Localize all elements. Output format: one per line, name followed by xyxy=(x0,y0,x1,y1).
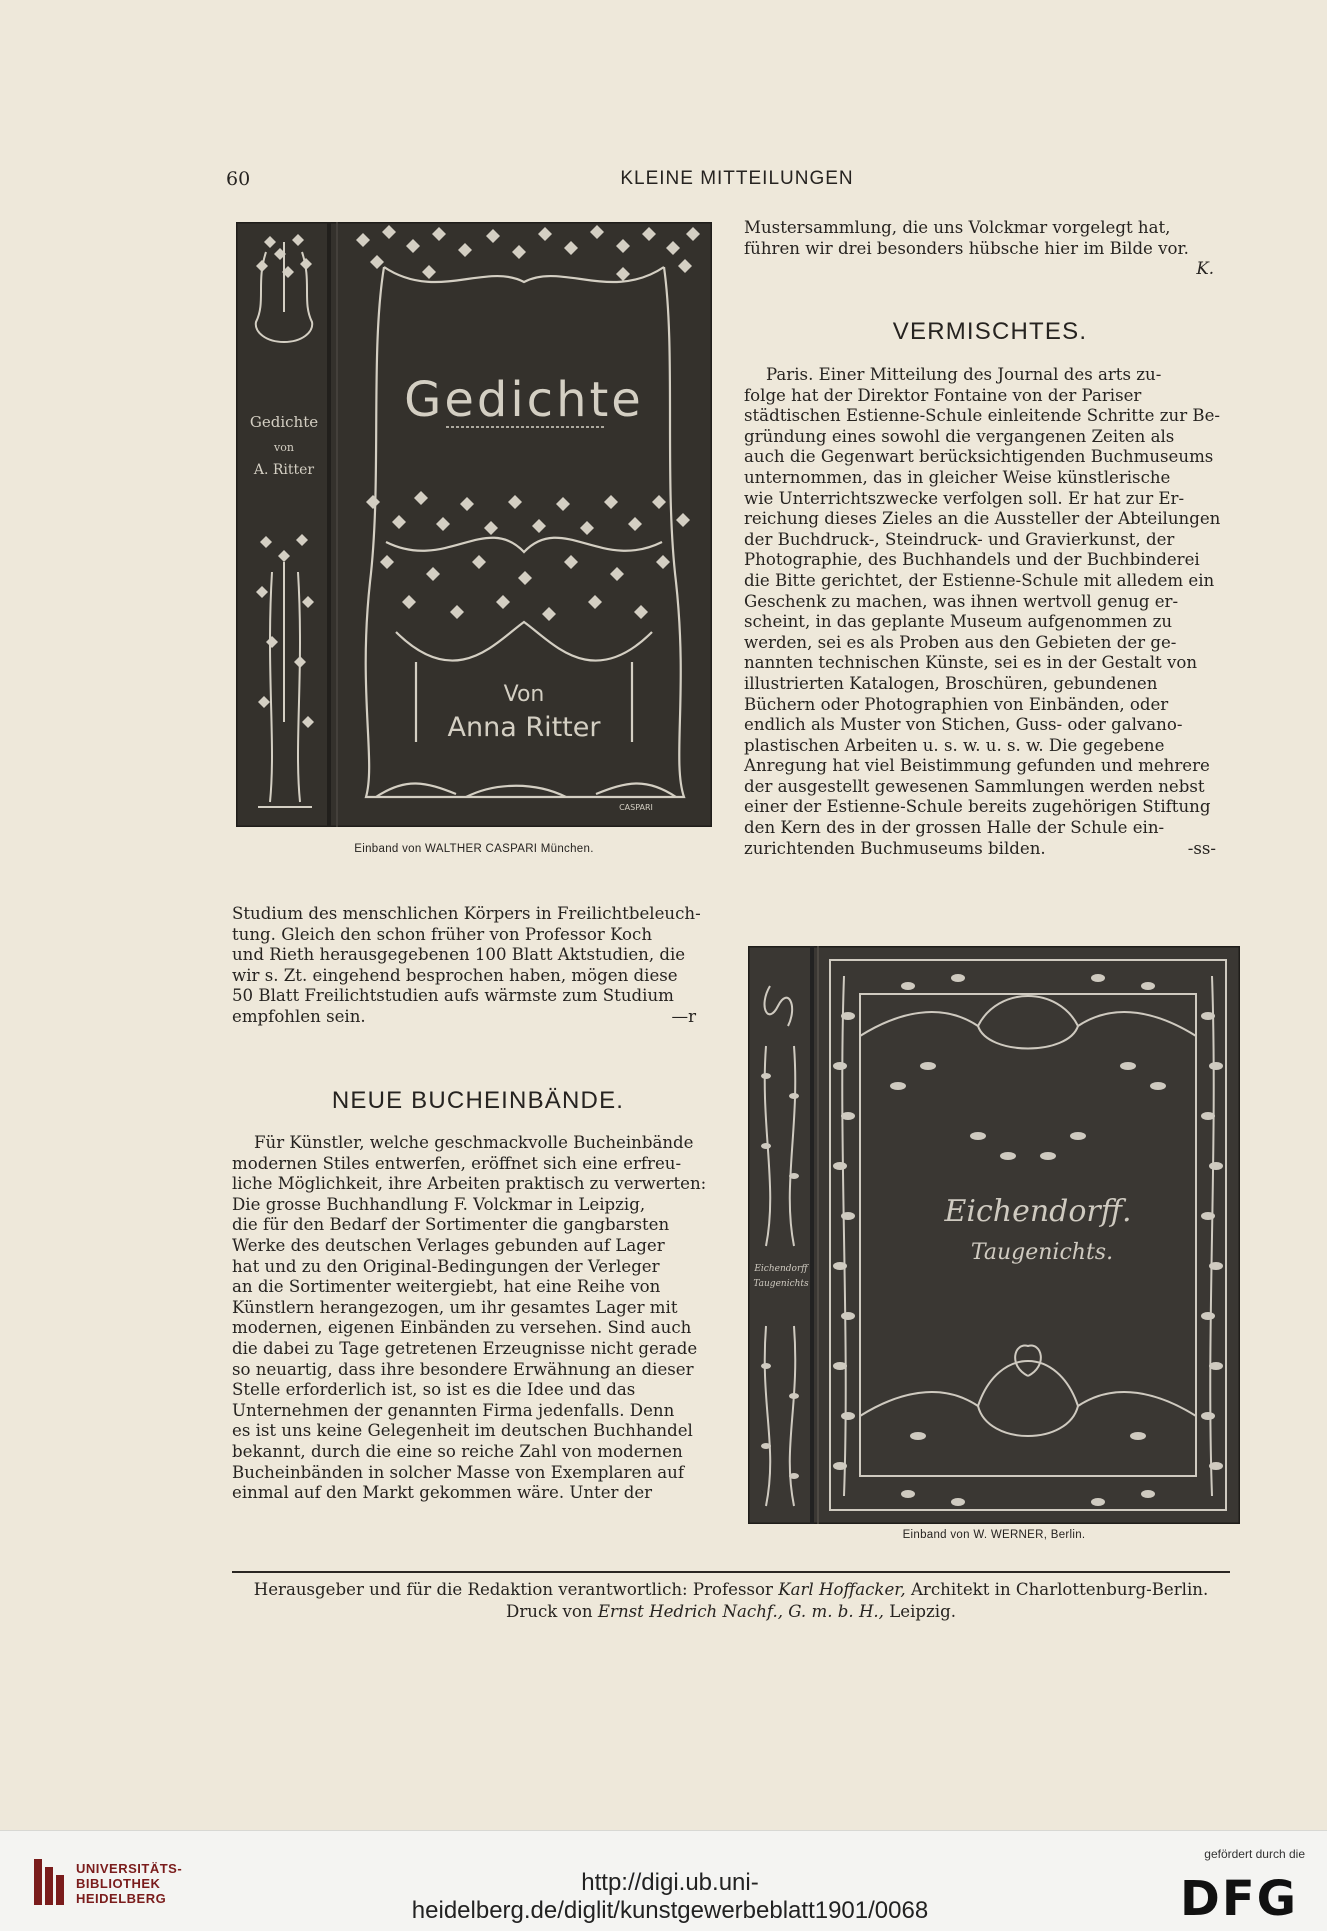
text-line: Büchern oder Photographien von Einbänden, oder xyxy=(744,694,1169,714)
cover-title-author: Eichendorff. xyxy=(944,1194,1132,1229)
text-line: Werke des deutschen Verlages gebunden auf Lager xyxy=(232,1235,665,1255)
spine-title: Gedichte xyxy=(249,413,319,431)
text-line: Bucheinbänden in solcher Masse von Exemplaren auf xyxy=(232,1462,684,1482)
text-line: werden, sei es als Proben aus den Gebieten der ge- xyxy=(744,632,1177,652)
cover-author-von: Von xyxy=(503,682,545,707)
text-line: wie Unterrichtszwecke verfolgen soll. Er hat zur Er- xyxy=(744,488,1185,508)
running-head: KLEINE MITTEILUNGEN xyxy=(620,168,854,189)
page-number: 60 xyxy=(226,168,251,190)
cover-background xyxy=(748,946,1240,1524)
text-line: Stelle erforderlich ist, so ist es die Idee und das xyxy=(232,1380,636,1400)
text-line: Anregung hat viel Beistimmung gefunden und mehrere xyxy=(744,756,1210,776)
text-line: Unternehmen der genannten Firma jedenfalls. Denn xyxy=(232,1400,675,1420)
dfg-logo: DFG xyxy=(1180,1871,1299,1927)
viewer-bottom-bar xyxy=(0,1830,1327,1931)
footer-rule xyxy=(232,1571,1230,1573)
text-line: endlich als Muster von Stichen, Guss- oder galvano- xyxy=(744,715,1183,735)
permalink-url[interactable]: http://digi.ub.uni-heidelberg.de/diglit/kunstgewerbeblatt1901/0068 xyxy=(411,1869,929,1924)
spine-von: von xyxy=(274,441,294,454)
text-line: 50 Blatt Freilichtstudien aufs wärmste zum Studium xyxy=(232,986,674,1006)
text-line: empfohlen sein. xyxy=(232,1006,366,1026)
text-line: reichung dieses Zieles an die Aussteller der Abteilungen xyxy=(744,509,1221,529)
text-line: nannten technischen Künste, sei es in der Gestalt von xyxy=(744,653,1198,673)
figure1-caption: Einband von WALTHER CASPARI München. xyxy=(354,843,594,855)
text-line: modernen, eigenen Einbänden zu versehen. Sind auch xyxy=(232,1318,692,1338)
book-cover-eichendorff-illustration xyxy=(748,946,1240,1524)
text-line: der ausgestellt gewesenen Sammlungen werden nebst xyxy=(744,776,1205,796)
text-line: einer der Estienne-Schule bereits zugehörigen Stiftung xyxy=(744,797,1211,817)
neue-bucheinbaende-text xyxy=(232,1133,724,1504)
text-line: Die grosse Buchhandlung F. Volckmar in Leipzig, xyxy=(232,1194,646,1214)
heading-vermischtes: VERMISCHTES. xyxy=(892,318,1088,345)
cover-title: Gedichte xyxy=(404,372,644,428)
heading-neue-bucheinbaende: NEUE BUCHEINBÄNDE. xyxy=(331,1087,625,1114)
text-line: Paris. Einer Mitteilung des Journal des arts zu- xyxy=(766,365,1162,384)
university-library-logo-icon xyxy=(34,1859,64,1905)
imprint-printer-location: Leipzig. xyxy=(889,1602,956,1621)
spine-title-line2: Taugenichts xyxy=(753,1279,809,1289)
book-cover-gedichte-illustration xyxy=(236,222,712,827)
text-line: modernen Stiles entwerfen, eröffnet sich eine erfreu- xyxy=(232,1153,682,1173)
text-line: gründung eines sowohl die vergangenen Zeiten als xyxy=(744,426,1175,446)
continuation-signature: —r xyxy=(671,1006,696,1026)
text-line: einmal auf den Markt gekommen wäre. Unter der xyxy=(232,1483,653,1503)
university-library-name: UNIVERSITÄTS- BIBLIOTHEK HEIDELBERG xyxy=(76,1861,183,1906)
text-line: zurichtenden Buchmuseums bilden. xyxy=(744,838,1046,858)
imprint-printer-label: Druck von xyxy=(506,1602,593,1621)
text-line: tung. Gleich den schon früher von Professor Koch xyxy=(232,924,653,944)
right-intro-text xyxy=(744,218,1236,280)
text-line: Künstlern herangezogen, um ihr gesamtes Lager mit xyxy=(232,1297,678,1317)
vermischtes-paris-text xyxy=(744,365,1236,859)
imprint-printer-name: Ernst Hedrich Nachf., G. m. b. H., xyxy=(597,1602,884,1621)
text-line: an die Sortimenter weitergiebt, hat eine Reihe von xyxy=(232,1277,661,1297)
text-line: Photographie, des Buchhandels und der Buchbinderei xyxy=(744,550,1200,570)
text-line: bekannt, durch die eine so reiche Zahl von modernen xyxy=(232,1441,683,1461)
text-line: hat und zu den Original-Bedingungen der Verleger xyxy=(232,1256,660,1276)
text-line: der Buchdruck-, Steindruck- und Gravierkunst, der xyxy=(744,529,1175,549)
text-line: illustrierten Katalogen, Broschüren, gebundenen xyxy=(744,673,1158,693)
text-line: städtischen Estienne-Schule einleitende Schritte zur Be- xyxy=(744,406,1221,426)
left-continuation-text xyxy=(232,904,724,1028)
text-line: so neuartig, dass ihre besondere Erwähnung an dieser xyxy=(232,1359,694,1379)
text-line: und Rieth herausgegebenen 100 Blatt Aktstudien, die xyxy=(232,945,686,965)
intro-signature: K. xyxy=(1196,259,1214,279)
spine-author: A. Ritter xyxy=(253,462,315,478)
text-line: die Bitte gerichtet, der Estienne-Schule mit alledem ein xyxy=(744,570,1215,590)
text-line: unternommen, das in gleicher Weise künstlerische xyxy=(744,467,1171,487)
text-line: Geschenk zu machen, was ihnen wertvoll genug er- xyxy=(744,591,1179,611)
text-line: es ist uns keine Gelegenheit im deutschen Buchhandel xyxy=(232,1421,693,1441)
text-line: die für den Bedarf der Sortimenter die gangbarsten xyxy=(232,1215,670,1235)
text-line: scheint, in das geplante Museum aufgenommen zu xyxy=(744,612,1173,632)
cover-title-work: Taugenichts. xyxy=(970,1240,1114,1265)
imprint-footer xyxy=(232,1579,1230,1623)
text-line: Für Künstler, welche geschmackvolle Bucheinbände xyxy=(254,1133,694,1152)
imprint-editor-label: Herausgeber und für die Redaktion verantwortlich: Professor xyxy=(253,1580,773,1599)
text-line: den Kern des in der grossen Halle der Schule ein- xyxy=(744,818,1165,838)
text-line: Mustersammlung, die uns Volckmar vorgelegt hat, xyxy=(744,218,1171,237)
funding-note: gefördert durch die xyxy=(1204,1847,1305,1861)
spine-title-line1: Eichendorff xyxy=(754,1264,808,1274)
text-line: liche Möglichkeit, ihre Arbeiten praktisch zu verwerten: xyxy=(232,1174,707,1194)
text-line: wir s. Zt. eingehend besprochen haben, mögen diese xyxy=(232,965,678,985)
paris-signature: -ss- xyxy=(1187,838,1216,858)
text-line: führen wir drei besonders hübsche hier im Bilde vor. xyxy=(744,238,1189,258)
text-line: folge hat der Direktor Fontaine von der Pariser xyxy=(744,385,1142,405)
text-line: auch die Gegenwart berücksichtigenden Buchmuseums xyxy=(744,447,1214,467)
text-line: die dabei zu Tage getretenen Erzeugnisse nicht gerade xyxy=(232,1338,698,1358)
imprint-editor-name: Karl Hoffacker, xyxy=(778,1580,906,1599)
text-line: Studium des menschlichen Körpers in Freilichtbeleuch- xyxy=(232,904,701,923)
text-line: plastischen Arbeiten u. s. w. u. s. w. Die gegebene xyxy=(744,735,1165,755)
imprint-editor-location: Architekt in Charlottenburg-Berlin. xyxy=(910,1580,1209,1599)
cover-artist-signature: CASPARI xyxy=(619,803,653,812)
cover-author-name: Anna Ritter xyxy=(447,712,601,743)
figure2-caption: Einband von W. WERNER, Berlin. xyxy=(902,1529,1086,1541)
